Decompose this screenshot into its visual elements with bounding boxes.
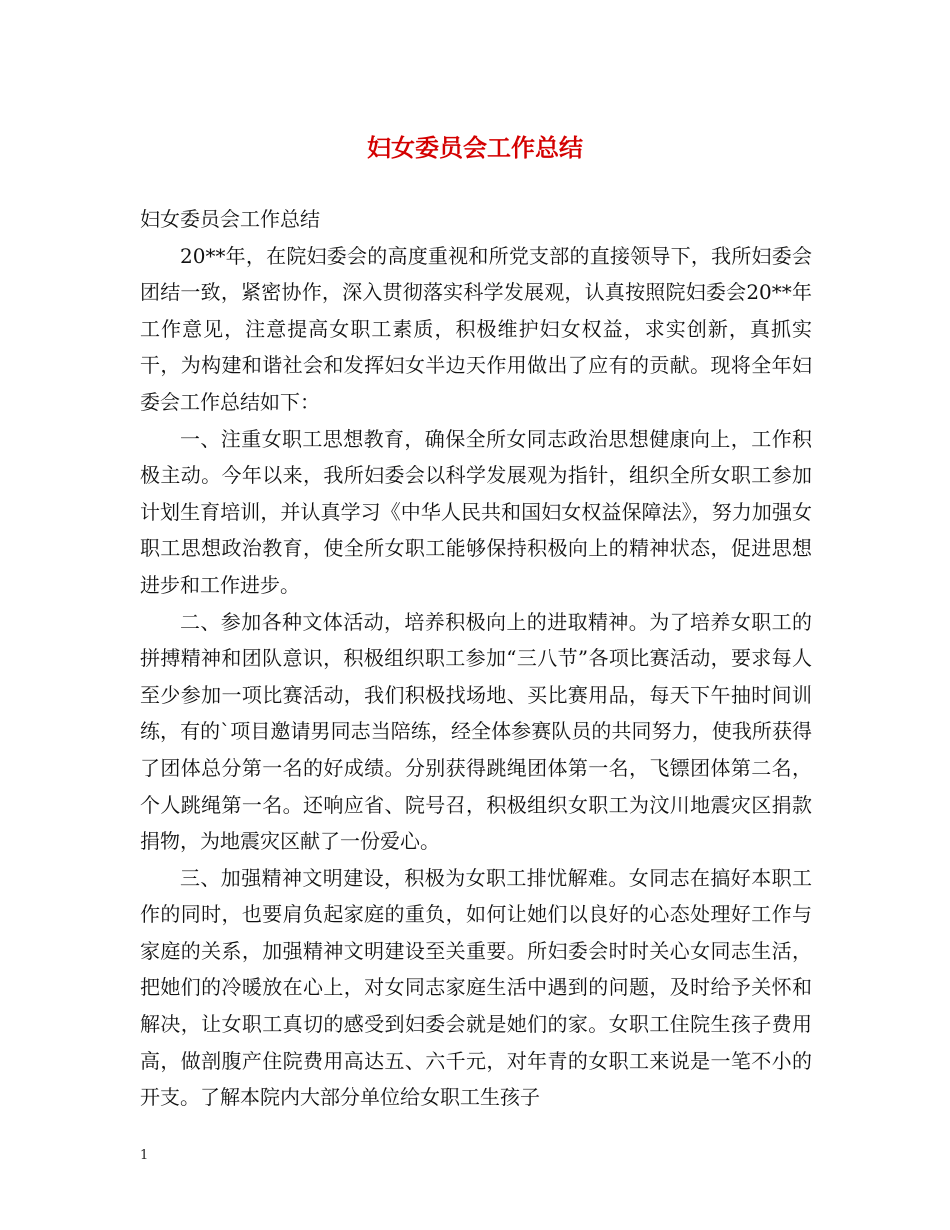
paragraph-intro: 20**年，在院妇委会的高度重视和所党支部的直接领导下，我所妇委会团结一致，紧密协作，深入贯彻落实科学发展观，认真按照院妇委会20**年工作意见，注意提高女职工素质，积极维护妇女权益，求实创新，真抓实干，为构建和谐社会和发挥妇女半边天作用做出了应有的贡献。现将全年妇委会工作总结如下： <box>140 243 812 414</box>
document-subtitle: 妇女委员会工作总结 <box>140 207 320 231</box>
paragraph-section-1: 一、注重女职工思想教育，确保全所女同志政治思想健康向上，工作积极主动。今年以来，我所妇委会以科学发展观为指针，组织全所女职工参加计划生育培训，并认真学习《中华人民共和国妇女权益保障法》，努力加强女职工思想政治教育，使全所女职工能够保持积极向上的精神状态，促进思想进步和工作进步。 <box>140 426 812 597</box>
paragraph-section-3: 三、加强精神文明建设，积极为女职工排忧解难。女同志在搞好本职工作的同时，也要肩负起家庭的重负，如何让她们以良好的心态处理好工作与家庭的关系，加强精神文明建设至关重要。所妇委会时时关心女同志生活，把她们的冷暖放在心上，对女同志家庭生活中遇到的问题，及时给予关怀和解决，让女职工真切的感受到妇委会就是她们的家。女职工住院生孩子费用高，做剖腹产住院费用高达五、六千元，对年青的女职工来说是一笔不小的开支。了解本院内大部分单位给女职工生孩子 <box>140 865 812 1110</box>
page-number: 1 <box>140 1148 149 1163</box>
document-body <box>140 201 812 1116</box>
paragraph-section-2: 二、参加各种文体活动，培养积极向上的进取精神。为了培养女职工的拼搏精神和团队意识，积极组织职工参加“三八节”各项比赛活动，要求每人至少参加一项比赛活动，我们积极找场地、买比赛用品，每天下午抽时间训练，有的`项目邀请男同志当陪练，经全体参赛队员的共同努力，使我所获得了团体总分第一名的好成绩。分别获得跳绳团体第一名，飞镖团体第二名，个人跳绳第一名。还响应省、院号召，积极组织女职工为汶川地震灾区捐款捐物，为地震灾区献了一份爱心。 <box>140 609 812 854</box>
document-title: 妇女委员会工作总结 <box>367 133 583 162</box>
